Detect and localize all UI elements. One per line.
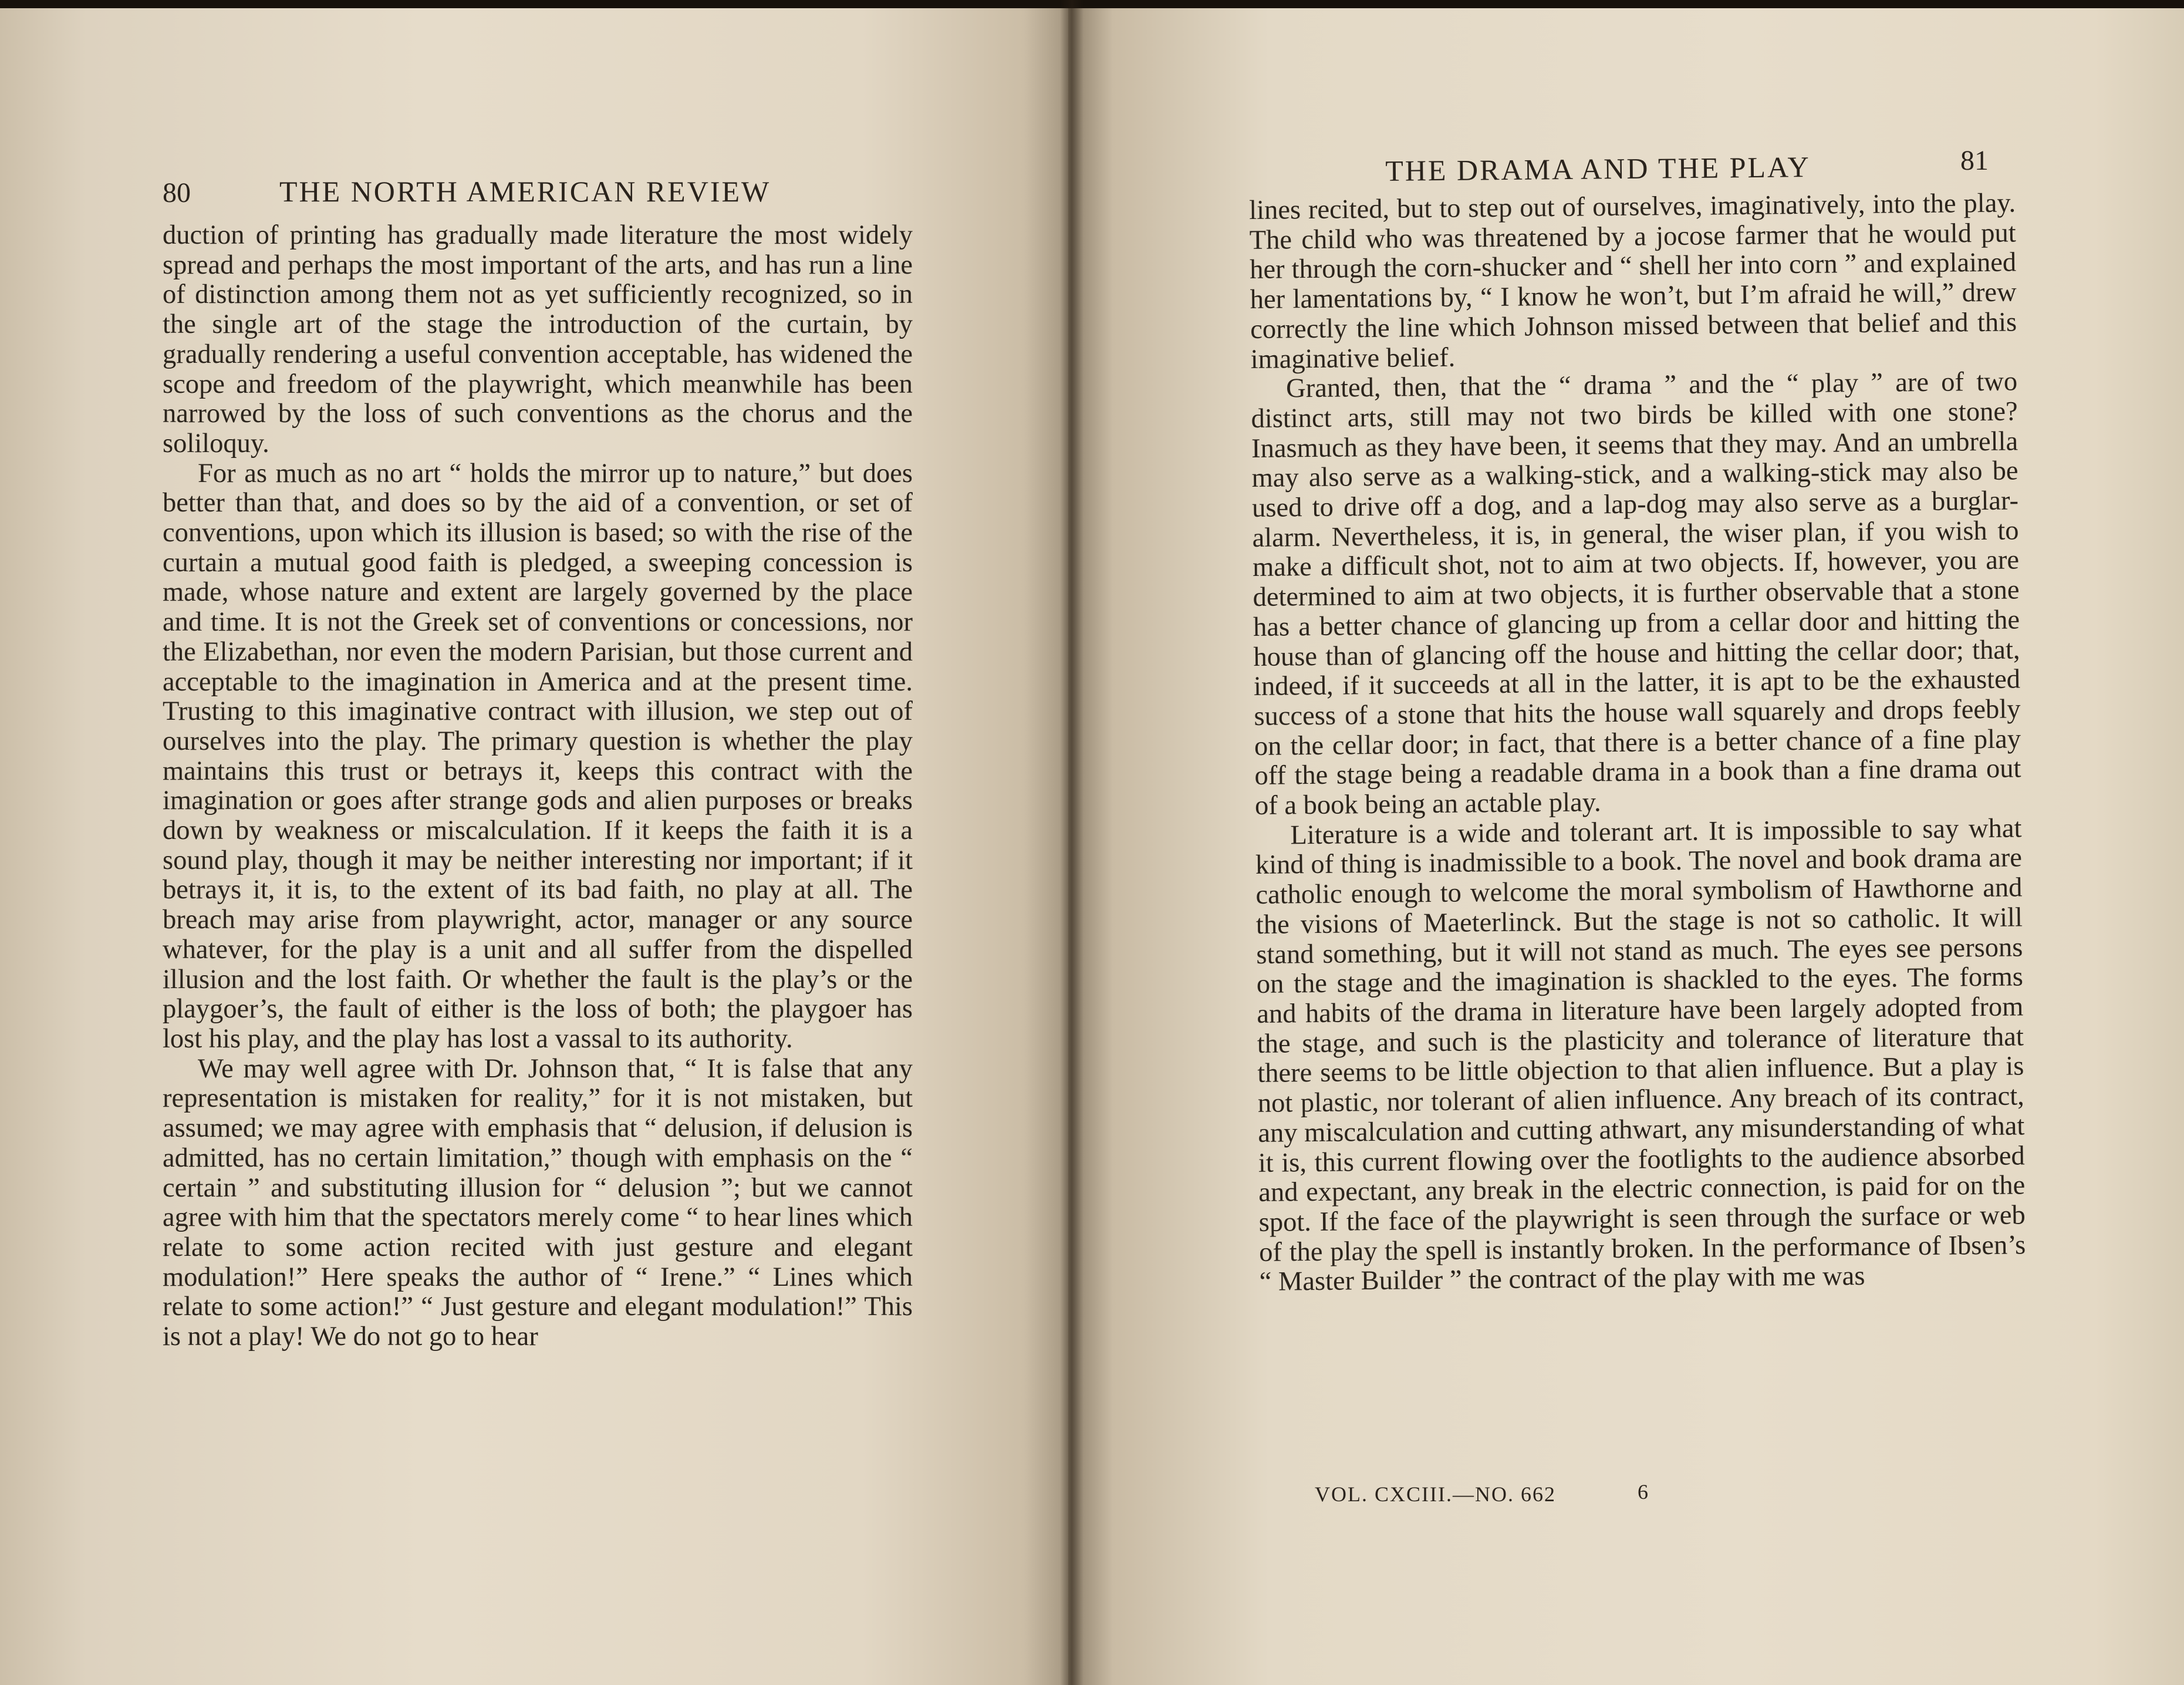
right-running-head: THE DRAMA AND THE PLAY [1385, 150, 1811, 187]
left-paragraph-2: For as much as no art “ holds the mirror up to nature,” but does better than that, and does so by the aid of a convention, or set of conventions, upon which its illusion is based; so with the rise of the curtain a mutual good faith is pledged, a sweeping concession is made, whose nature and extent are largely governed by the place and time. It is not the Greek set of conventions or concessions, nor the Elizabethan, nor even the modern Parisian, but those current and acceptable to the imagination in America and at the present time. Trusting to this imaginative contract with illusion, we step out of ourselves into the play. The primary question is whether the play maintains this trust or betrays it, keeps this contract with the imagination or goes after strange gods and alien purposes or breaks down by weakness or miscalculation. If it keeps the faith it is a sound play, though it may be neither interesting nor important; if it betrays it, it is, to the extent of its bad faith, no play at all. The breach may arise from playwright, actor, manager or any source whatever, for the play is a unit and all suffer from the dispelled illusion and the lost faith. Or whether the fault is the play’s or the playgoer’s, the fault of either is the loss of both; the playgoer has lost his play, and the play has lost a vassal to its authority. [163, 458, 913, 1054]
right-page-number: 81 [1960, 145, 1989, 176]
left-paragraph-3: We may well agree with Dr. Johnson that, “ It is false that any representation is mistaken for reality,” for it is not mistaken, but assumed; we may agree with emphasis that “ delusion, if delusion is admitted, has no certain limitation,” though with emphasis on the “ certain ” and substituting illusion for “ delusion ”; but we cannot agree with him that the spectators merely come “ to hear lines which relate to some action recited with just gesture and elegant modulation!” Here speaks the author of “ Irene.” “ Lines which relate to some action!” “ Just gesture and elegant modulation!” This is not a play! We do not go to hear [163, 1053, 913, 1352]
footer-signature: 6 [1638, 1480, 1649, 1504]
left-paragraph-1: duction of printing has gradually made literature the most widely spread and perhaps the most important of the arts, and has run a line of distinction among them not as yet sufficiently recognized, so in the single art of the stage the introduction of the curtain, by gradually rendering a useful convention acceptable, has widened the scope and freedom of the playwright, which meanwhile has been narrowed by the loss of such conventions as the chorus and the soliloquy. [163, 220, 913, 459]
book-gutter [1060, 0, 1083, 1685]
footer-volume: VOL. CXCIII.—NO. 662 [1315, 1482, 1556, 1506]
left-page [0, 8, 1078, 1685]
left-body-text [163, 221, 913, 1352]
right-body-text [1249, 188, 2026, 1297]
right-paragraph-2: Granted, then, that the “ drama ” and the “ play ” are of two distinct arts, still may not two birds be killed with one stone? Inasmuch as they have been, it seems that they may. And an umbrella may also serve as a walking-stick, and a walking-stick may also be used to drive off a dog, and a lap-dog may also serve as a burglar-alarm. Nevertheless, it is, in general, the wiser plan, if you wish to make a difficult shot, not to aim at two objects. If, however, you are determined to aim at two objects, it is further observable that a stone has a better chance of glancing up from a cellar door and hitting the house than of glancing off the house and hitting the cellar door; that, indeed, if it succeeds at all in the latter, it is apt to be the exhausted success of a stone that hits the house wall squarely and drops feebly on the cellar door; in fact, that there is a better chance of a fine play off the stage being a readable drama in a book than a fine drama out of a book being an actable play. [1251, 366, 2021, 821]
right-page [1068, 8, 2184, 1685]
left-running-head: THE NORTH AMERICAN REVIEW [279, 175, 771, 208]
left-page-number: 80 [163, 177, 191, 208]
right-paragraph-1: lines recited, but to step out of ourselves, imaginatively, into the play. The child who was threatened by a jocose farmer that he would put her through the corn-shucker and “ shell her into corn ” and explained her lamentations by, “ I know he won’t, but I’m afraid he will,” drew correctly the line which Johnson missed between that belief and this imaginative belief. [1248, 188, 2017, 375]
right-paragraph-3: Literature is a wide and tolerant art. It is impossible to say what kind of thing is inadmissible to a book. The novel and book drama are catholic enough to welcome the moral symbolism of Hawthorne and the visions of Maeterlinck. But the stage is not so catholic. It will stand something, but it will not stand as much. The eyes see persons on the stage and the imagination is shackled to the eyes. The forms and habits of the drama in literature have been largely adopted from the stage, and such is the plasticity and tolerance of literature that there seems to be little objection to that alien influence. But a play is not plastic, nor tolerant of alien influence. Any breach of its contract, any miscalculation and cutting athwart, any misunderstanding of what it is, this current flowing over the footlights to the audience absorbed and expectant, any break in the electric connection, is paid for on the spot. If the face of the playwright is seen through the surface or web of the play the spell is instantly broken. In the performance of Ibsen’s “ Master Builder ” the contract of the play with me was [1255, 813, 2026, 1298]
